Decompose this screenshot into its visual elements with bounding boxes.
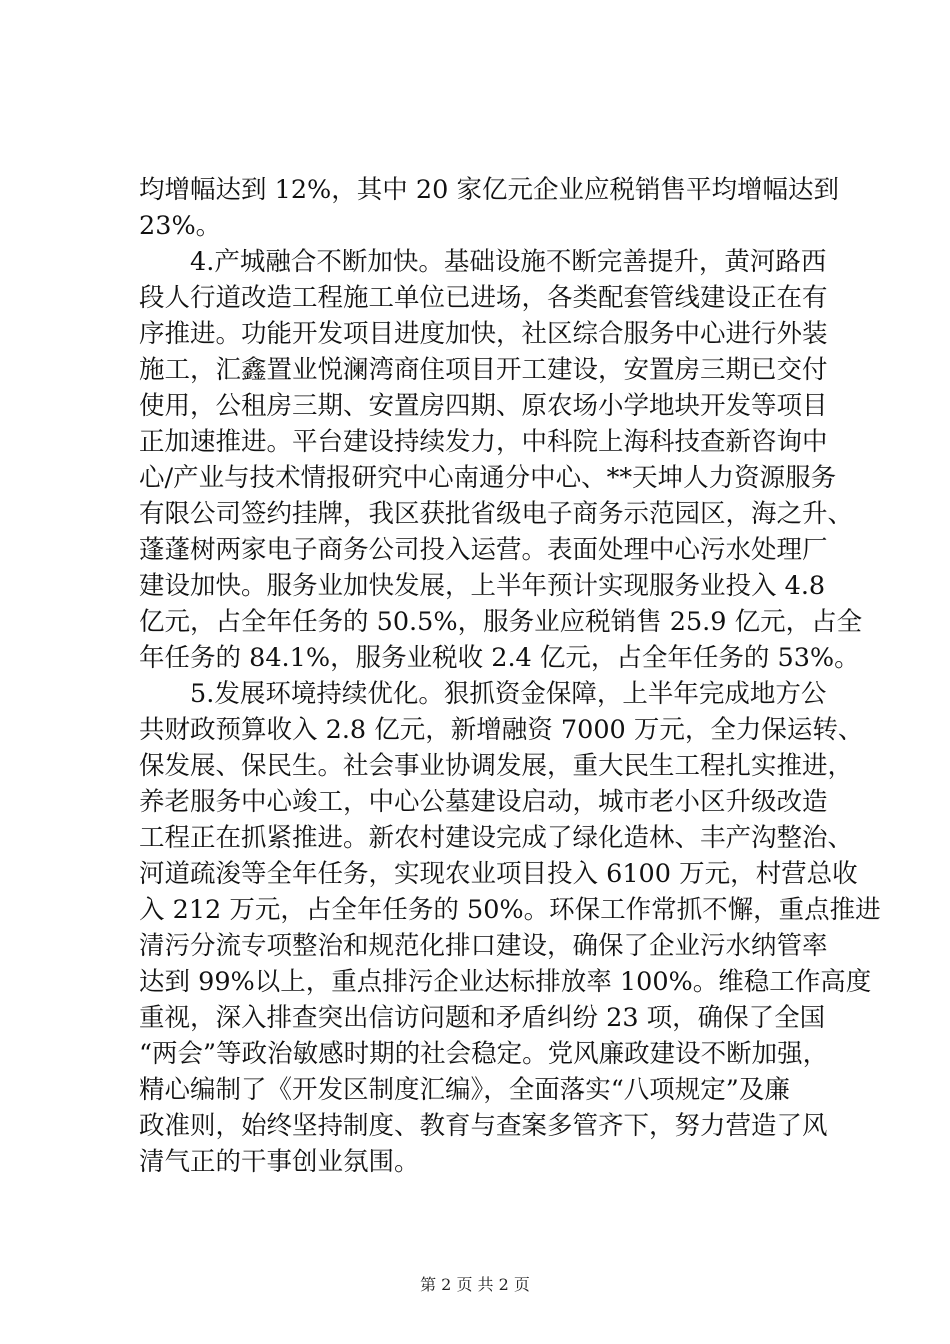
text-line-27: 政准则，始终坚持制度、教育与查案多管齐下，努力营造了风 (139, 1111, 828, 1141)
text-line-7: 使用，公租房三期、安置房四期、原农场小学地块开发等项目 (139, 391, 828, 421)
paragraph-4-heading-line: 4.产城融合不断加快。基础设施不断完善提升，黄河路西 (190, 247, 827, 277)
text-line-9: 心/产业与技术情报研究中心南通分中心、**天坤人力资源服务 (139, 463, 837, 493)
text-line-4: 段人行道改造工程施工单位已进场，各类配套管线建设正在有 (139, 283, 828, 313)
text-line-22: 清污分流专项整治和规范化排口建设，确保了企业污水纳管率 (139, 931, 828, 961)
text-line-19: 工程正在抓紧推进。新农村建设完成了绿化造林、丰产沟整治、 (139, 823, 854, 853)
text-line-26: 精心编制了《开发区制度汇编》，全面落实“八项规定”及廉 (139, 1075, 790, 1105)
text-line-8: 正加速推进。平台建设持续发力，中科院上海科技查新咨询中 (139, 427, 828, 457)
text-line-24: 重视，深入排查突出信访问题和矛盾纠纷 23 项，确保了全国 (139, 1003, 826, 1033)
page-number-footer: 第 2 页 共 2 页 (420, 1275, 530, 1294)
text-line-12: 建设加快。服务业加快发展，上半年预计实现服务业投入 4.8 (139, 571, 826, 601)
text-line-17: 保发展、保民生。社会事业协调发展，重大民生工程扎实推进， (139, 751, 854, 781)
text-line-6: 施工，汇鑫置业悦澜湾商住项目开工建设，安置房三期已交付 (139, 355, 828, 385)
text-line-21: 入 212 万元，占全年任务的 50%。环保工作常抓不懈，重点推进 (139, 895, 881, 925)
text-line-25: “两会”等政治敏感时期的社会稳定。党风廉政建设不断加强， (139, 1039, 829, 1069)
text-line-16: 共财政预算收入 2.8 亿元，新增融资 7000 万元，全力保运转、 (139, 715, 864, 745)
text-line-23: 达到 99%以上，重点排污企业达标排放率 100%。维稳工作高度 (139, 967, 872, 997)
text-line-1: 均增幅达到 12%，其中 20 家亿元企业应税销售平均增幅达到 (139, 175, 839, 205)
text-line-2: 23%。 (139, 211, 222, 241)
text-line-28: 清气正的干事创业氛围。 (139, 1147, 420, 1177)
text-line-10: 有限公司签约挂牌，我区获批省级电子商务示范园区，海之升、 (139, 499, 854, 529)
text-line-13: 亿元，占全年任务的 50.5%，服务业应税销售 25.9 亿元，占全 (139, 607, 863, 637)
text-line-5: 序推进。功能开发项目进度加快，社区综合服务中心进行外装 (139, 319, 828, 349)
text-line-18: 养老服务中心竣工，中心公墓建设启动，城市老小区升级改造 (139, 787, 828, 817)
text-line-14: 年任务的 84.1%，服务业税收 2.4 亿元，占全年任务的 53%。 (139, 643, 860, 673)
text-line-11: 蓬蓬树两家电子商务公司投入运营。表面处理中心污水处理厂 (139, 535, 828, 565)
paragraph-5-heading-line: 5.发展环境持续优化。狠抓资金保障，上半年完成地方公 (190, 679, 827, 709)
text-line-20: 河道疏浚等全年任务，实现农业项目投入 6100 万元，村营总收 (139, 859, 858, 889)
